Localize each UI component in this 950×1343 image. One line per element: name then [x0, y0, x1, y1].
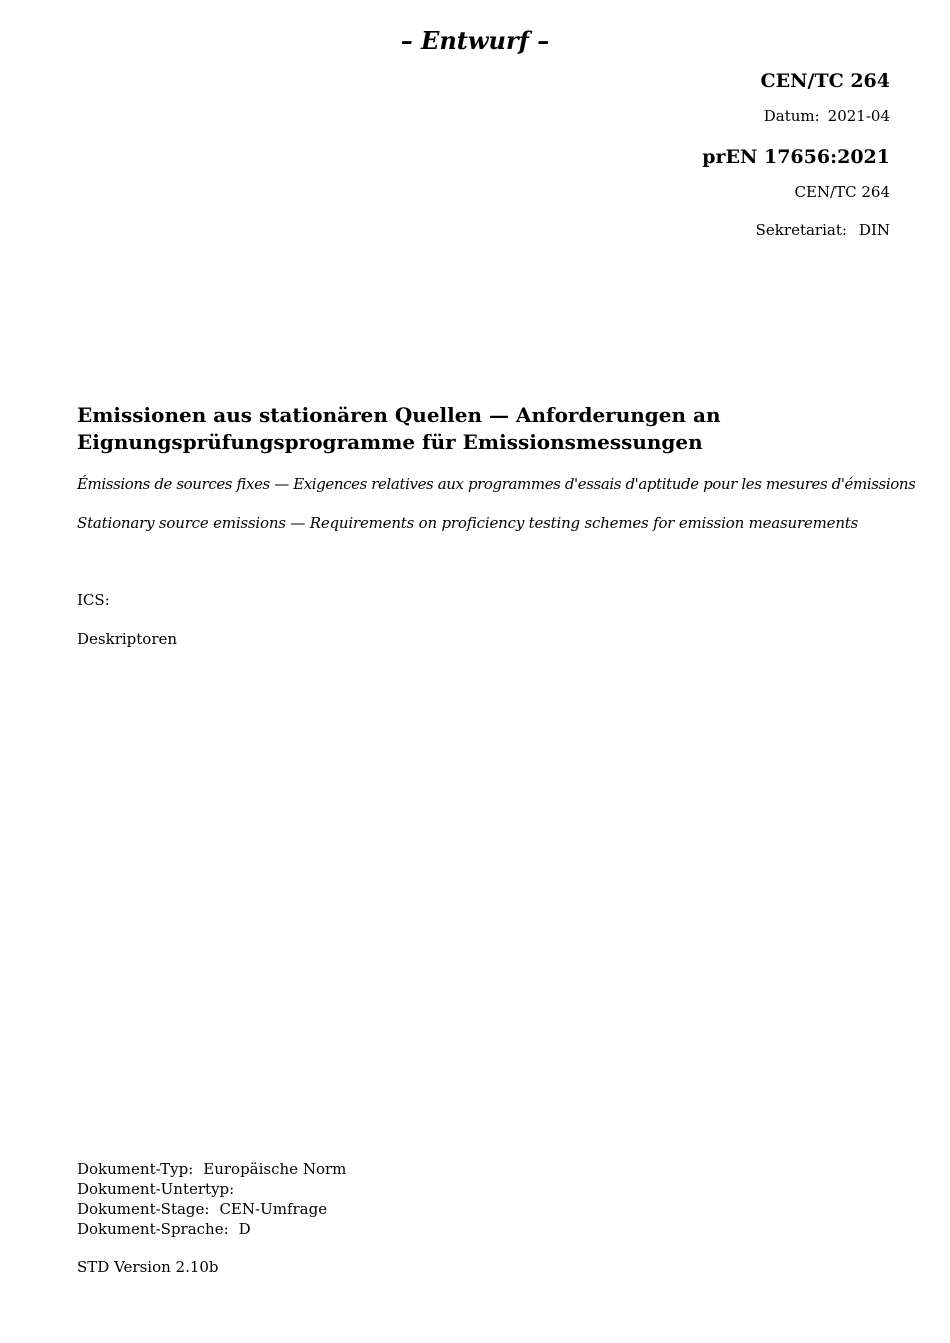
- document-type-label: Dokument-Typ:: [77, 1160, 194, 1178]
- document-language-label: Dokument-Sprache:: [77, 1220, 229, 1238]
- document-subtype-row: [77, 1179, 346, 1199]
- document-language-value: D: [238, 1220, 251, 1238]
- descriptors-label: Deskriptoren: [77, 630, 178, 648]
- committee-reference-secondary: CEN/TC 264: [794, 183, 890, 201]
- document-subtype-label: Dokument-Untertyp:: [77, 1180, 235, 1198]
- std-version: STD Version 2.10b: [77, 1258, 219, 1276]
- date-line: [390, 106, 890, 126]
- document-info-block: [77, 1159, 346, 1239]
- title-french: Émissions de sources fixes — Exigences relatives aux programmes d'essais d'aptitude pour les mesures d'émissions: [77, 475, 916, 493]
- document-metadata: [390, 68, 890, 240]
- date-label: Datum:: [763, 107, 820, 125]
- committee-reference: CEN/TC 264: [760, 70, 890, 92]
- secretariat-value: DIN: [858, 221, 890, 239]
- document-stage-value: CEN-Umfrage: [219, 1200, 328, 1218]
- title-german: [77, 402, 897, 456]
- document-language-row: [77, 1219, 346, 1239]
- document-stage-label: Dokument-Stage:: [77, 1200, 210, 1218]
- document-type-value: Europäische Norm: [203, 1160, 347, 1178]
- secretariat-label: Sekretariat:: [755, 221, 847, 239]
- title-german-line-2: Eignungsprüfungsprogramme für Emissionsmessungen: [77, 430, 703, 454]
- date-value: 2021-04: [827, 107, 890, 125]
- document-stage-row: [77, 1199, 346, 1219]
- secretariat-line: [390, 220, 890, 240]
- title-german-line-1: Emissionen aus stationären Quellen — Anforderungen an: [77, 403, 721, 427]
- draft-watermark-heading: – Entwurf –: [400, 26, 550, 55]
- document-type-row: [77, 1159, 346, 1179]
- title-block: [77, 402, 916, 533]
- title-english: Stationary source emissions — Requirements on proficiency testing schemes for emission measurements: [77, 514, 859, 532]
- ics-label: ICS:: [77, 591, 110, 609]
- document-number: prEN 17656:2021: [702, 146, 890, 168]
